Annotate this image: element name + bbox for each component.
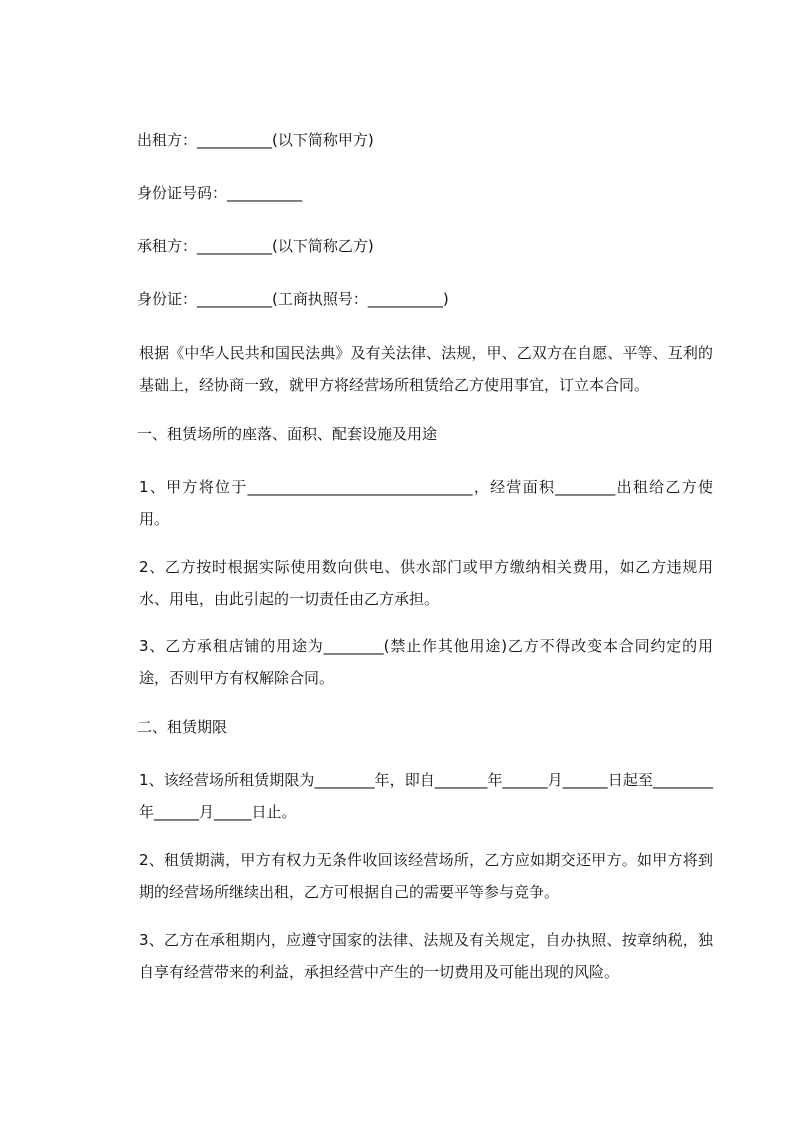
- preamble-paragraph: 根据《中华人民共和国民法典》及有关法律、法规，甲、乙双方在自愿、平等、互利的基础上，经协商一致，就甲方将经营场所租赁给乙方使用事宜，订立本合同。: [139, 344, 713, 394]
- lessee-id-line: 身份证：__________(工商执照号：__________): [137, 290, 449, 308]
- section-1-title: 一、租赁场所的座落、面积、配套设施及用途: [137, 425, 438, 443]
- lessor-line: 出租方：__________(以下简称甲方): [137, 131, 374, 149]
- section-2-item-3: 3、乙方在承租期内，应遵守国家的法律、法规及有关规定，自办执照、按章纳税，独自享有经营带来的利益，承担经营中产生的一切费用及可能出现的风险。: [139, 931, 713, 981]
- lessor-id-line: 身份证号码：__________: [137, 184, 303, 202]
- section-1-item-1: 1、甲方将位于______________________________，经营面积________出租给乙方使用。: [139, 478, 713, 528]
- section-2-title: 二、租赁期限: [137, 718, 228, 736]
- section-2-item-2: 2、租赁期满，甲方有权力无条件收回该经营场所，乙方应如期交还甲方。如甲方将到期的经营场所继续出租，乙方可根据自己的需要平等参与竞争。: [139, 851, 713, 901]
- section-1-item-3: 3、乙方承租店铺的用途为________(禁止作其他用途)乙方不得改变本合同约定的用途，否则甲方有权解除合同。: [139, 637, 713, 687]
- section-1-item-2: 2、乙方按时根据实际使用数向供电、供水部门或甲方缴纳相关费用，如乙方违规用水、用电，由此引起的一切责任由乙方承担。: [139, 558, 713, 608]
- lessee-line: 承租方：__________(以下简称乙方): [137, 237, 374, 255]
- section-2-item-1: 1、该经营场所租赁期限为________年，即自_______年______月______日起至________年______月_____日止。: [139, 771, 713, 821]
